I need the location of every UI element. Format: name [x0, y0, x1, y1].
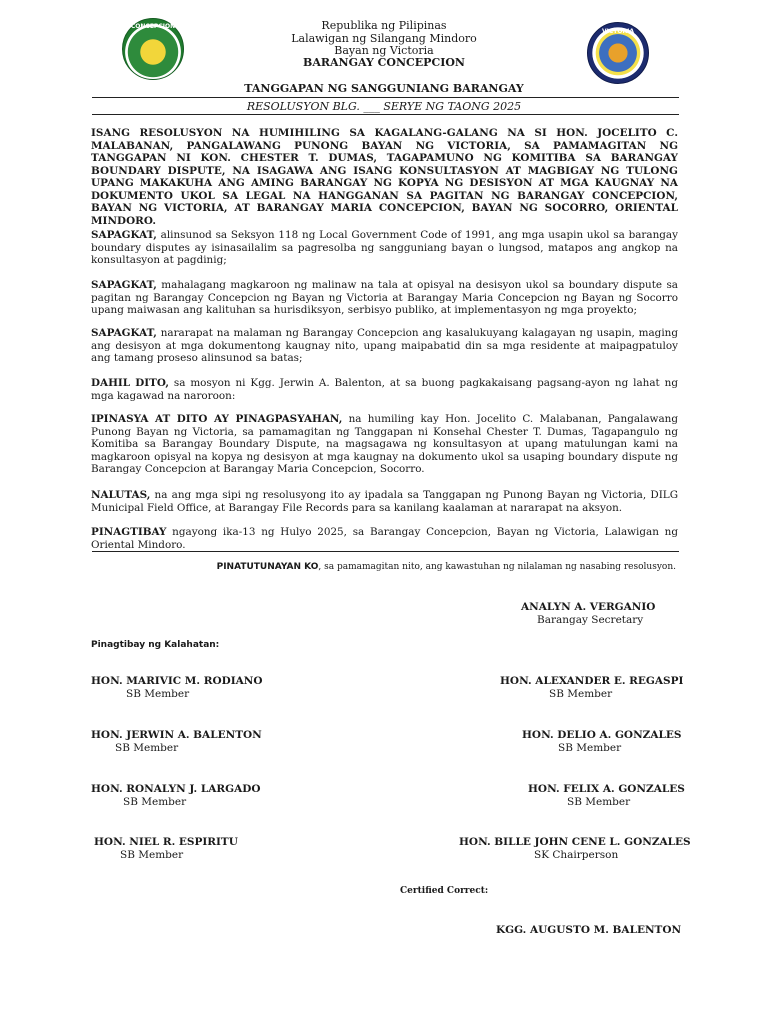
secretary-role: Barangay Secretary	[537, 614, 644, 626]
secretary-name: ANALYN A. VERGANIO	[521, 601, 656, 613]
seal-right-text: VICTORIA	[602, 28, 634, 35]
therefore-text: sa mosyon ni Kgg. Jerwin A. Balenton, at sa buong pagkakaisang pagsang-ayon ng lahat ng mga kagawad na naroroon:	[91, 377, 678, 402]
whereas-lead-3: SAPAGKAT,	[91, 327, 157, 339]
signatory-name-6: HON. FELIX A. GONZALES	[528, 783, 685, 795]
whereas-lead-2: SAPAGKAT,	[91, 279, 157, 291]
resolved-text: na humiling kay Hon. Jocelito C. Malabanan, Pangalawang Punong Bayan ng Victoria, sa pamamagitan ng Tanggapan ni Konsehal Chester T. Dumas, Tagapangulo ng Komitiba sa Barangay Boundary Dispute, na magsagawa ng konsultasyon at upang matulungan kami na magkaroon opisyal na kopya ng desisyon at mga kaugnay na dokumento ukol sa usaping boundary dispute ng Barangay Concepcion at Barangay Maria Concepcion, Socorro.	[91, 413, 678, 475]
header-line-province: Lalawigan ng Silangang Mindoro	[291, 32, 477, 45]
signatory-name-2: HON. ALEXANDER E. REGASPI	[500, 675, 684, 687]
header-line-country: Republika ng Pilipinas	[321, 19, 447, 32]
signatory-name-7: HON. NIEL R. ESPIRITU	[94, 836, 238, 848]
signatory-role-1: SB Member	[126, 688, 190, 700]
signatory-name-5: HON. RONALYN J. LARGADO	[91, 783, 261, 795]
certification-text: , sa pamamagitan nito, ang kawastuhan ng nilalaman ng nasabing resolusyon.	[318, 562, 676, 572]
whereas-paragraph-1	[91, 229, 678, 267]
signatory-role-4: SB Member	[558, 742, 622, 754]
barangay-captain-name: KGG. AUGUSTO M. BALENTON	[496, 924, 682, 936]
resolution-number: RESOLUSYON BLG. ___ SERYE NG TAONG 2025	[246, 100, 522, 113]
seal-left-text: CONCEPCION	[130, 23, 176, 30]
approved-text: ngayong ika-13 ng Hulyo 2025, sa Barangay Concepcion, Bayan ng Victoria, Lalawigan ng Oriental Mindoro.	[91, 526, 678, 551]
signatory-name-1: HON. MARIVIC M. RODIANO	[91, 675, 263, 687]
resolution-title: ISANG RESOLUSYON NA HUMIHILING SA KAGALANG-GALANG NA SI HON. JOCELITO C. MALABANAN, PANGALAWANG PUNONG BAYAN NG VICTORIA, SA PAMAMAGITAN NG TANGGAPAN NI KON. CHESTER T. DUMAS, TAGAPAMUNO NG KOMITIBA SA BARANGAY BOUNDARY DISPUTE, NA ISAGAWA ANG ISANG KONSULTASYON AT MAGBIGAY NG TULONG UPANG MAKAKUHA ANG AMING BARANGAY NG KOPYA NG DESISYON AT MGA KAUGNAY NA DOKUMENTO UKOL SA LEGAL NA HANGGANAN SA PAGITAN NG BARANGAY CONCEPCION, BAYAN NG VICTORIA, AT BARANGAY MARIA CONCEPCION, BAYAN NG SOCORRO, ORIENTAL MINDORO.	[91, 127, 678, 227]
certification-lead: PINATUTUNAYAN KO	[216, 562, 319, 572]
whereas-paragraph-3	[91, 327, 678, 365]
resolved-further-text: na ang mga sipi ng resolusyong ito ay ipadala sa Tanggapan ng Punong Bayan ng Victoria, DILG Municipal Field Office, at Barangay File Records para sa kanilang kaalaman at nararapat na aksyon.	[91, 489, 678, 514]
header-line-barangay: BARANGAY CONCEPCION	[303, 56, 465, 69]
signatory-role-5: SB Member	[123, 796, 187, 808]
signatory-role-8: SK Chairperson	[534, 849, 619, 861]
signatory-role-2: SB Member	[549, 688, 613, 700]
therefore-lead: DAHIL DITO,	[91, 377, 169, 389]
header-line-town: Bayan ng Victoria	[334, 44, 434, 57]
approved-paragraph	[91, 526, 678, 551]
certified-correct-label: Certified Correct:	[400, 886, 489, 896]
resolved-paragraph	[91, 413, 678, 476]
whereas-text-2: mahalagang magkaroon ng malinaw na tala at opisyal na desisyon ukol sa boundary dispute sa pagitan ng Barangay Concepcion ng Bayan ng Victoria at Barangay Maria Concepcion ng Bayan ng Socorro upang maiwasan ang kalituhan sa hurisdiksyon, serbisyo publiko, at implementasyon ng mga proyekto;	[91, 279, 678, 316]
signatory-name-4: HON. DELIO A. GONZALES	[522, 729, 682, 741]
body-divider	[92, 551, 679, 552]
resolved-further-lead: NALUTAS,	[91, 489, 151, 501]
signatory-role-7: SB Member	[120, 849, 184, 861]
resolution-divider	[92, 114, 679, 115]
resolved-further-paragraph	[91, 489, 678, 514]
whereas-text-3: nararapat na malaman ng Barangay Concepcion ang kasalukuyang kalagayan ng usapin, maging ang desisyon at mga dokumentong kaugnay nito, upang maipabatid din sa mga residente at maipagpatuloy ang tamang proseso alinsunod sa batas;	[91, 327, 678, 364]
signatory-role-6: SB Member	[567, 796, 631, 808]
approved-lead: PINAGTIBAY	[91, 526, 167, 538]
signatory-role-3: SB Member	[115, 742, 179, 754]
certification-line	[91, 562, 676, 572]
whereas-text-1: alinsunod sa Seksyon 118 ng Local Government Code of 1991, ang mga usapin ukol sa barangay boundary disputes ay isinasailalim sa pagresolba ng sangguniang bayan o lungsod, matapos ang angkop na konsultasyon at pagdinig;	[91, 229, 678, 266]
resolved-lead: IPINASYA AT DITO AY PINAGPASYAHAN,	[91, 413, 343, 425]
header-divider	[92, 97, 679, 98]
whereas-paragraph-2	[91, 279, 678, 317]
therefore-paragraph	[91, 377, 678, 402]
office-title: TANGGAPAN NG SANGGUNIANG BARANGAY	[244, 82, 524, 95]
whereas-lead-1: SAPAGKAT,	[91, 229, 157, 241]
signatory-name-8: HON. BILLE JOHN CENE L. GONZALES	[459, 836, 691, 848]
signatory-name-3: HON. JERWIN A. BALENTON	[91, 729, 262, 741]
approved-by-label: Pinagtibay ng Kalahatan:	[91, 640, 220, 650]
